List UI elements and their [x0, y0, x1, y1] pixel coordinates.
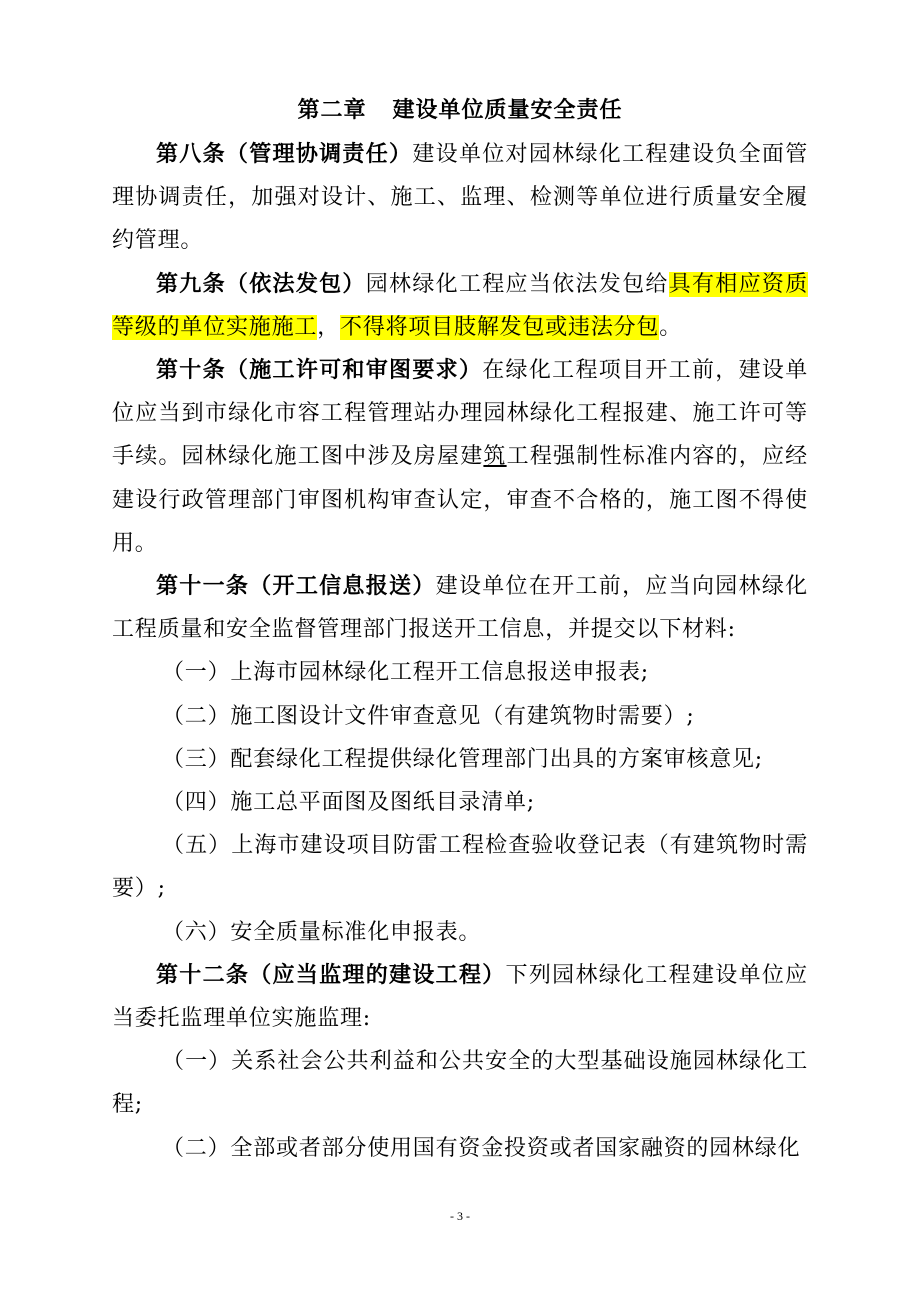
article-10-text-a: 在绿化工程项目开工前，建设单位应当到市绿化市容工程管理站办理园林绿化工程报建、施工许可等手续。园林绿化施工图中涉及房屋建	[112, 358, 808, 470]
article-11-item: （四）施工总平面图及图纸目录清单;	[162, 790, 536, 816]
chapter-title	[112, 90, 808, 130]
article-8-heading: 第八条（管理协调责任）	[156, 141, 413, 167]
article-9-text-a: 园林绿化工程应当依法发包给	[365, 271, 669, 297]
article-11-item: （一）上海市园林绿化工程开工信息报送申报表;	[162, 660, 650, 686]
document-body	[112, 133, 808, 1170]
article-10-underlined: 筑	[483, 444, 507, 470]
article-10	[112, 349, 808, 565]
article-12-item: （一）关系社会公共利益和公共安全的大型基础设施园林绿化工程;	[112, 1049, 808, 1118]
chapter-number: 第二章	[297, 97, 367, 123]
article-9-highlight-a: 具有相应资质等级的单位实施施工	[112, 271, 809, 340]
article-10-heading: 第十条（施工许可和审图要求）	[156, 357, 483, 384]
article-12	[112, 954, 808, 1040]
article-9-heading: 第九条（依法发包）	[156, 270, 366, 297]
article-8	[112, 133, 808, 263]
page-number: - 3 -	[450, 1209, 470, 1223]
article-9-highlight-b: 不得将项目肢解发包或违法分包	[340, 314, 660, 340]
article-9-text-b: ，	[317, 314, 341, 340]
article-10-text-b: 工程强制性标准内容的，应经建设行政管理部门审图机构审查认定，审查不合格的，施工图不得使用。	[112, 444, 808, 556]
article-9-text-c: 。	[659, 314, 683, 340]
article-12-text: 下列园林绿化工程建设单位应当委托监理单位实施监理:	[112, 962, 808, 1032]
chapter-name: 建设单位质量安全责任	[392, 97, 623, 123]
article-12-item: （二）全部或者部分使用国有资金投资或者国家融资的园林绿化	[162, 1135, 801, 1161]
article-12-heading: 第十二条（应当监理的建设工程）	[156, 961, 506, 988]
article-11-item: （五）上海市建设项目防雷工程检查验收登记表（有建筑物时需要）;	[112, 833, 808, 902]
article-11-heading: 第十一条（开工信息报送）	[156, 573, 436, 600]
article-11-item: （二）施工图设计文件审查意见（有建筑物时需要）;	[162, 703, 695, 729]
article-11-text: 建设单位在开工前，应当向园林绿化工程质量和安全监督管理部门报送开工信息，并提交以下材料:	[112, 574, 808, 643]
article-11-item: （三）配套绿化工程提供绿化管理部门出具的方案审核意见;	[162, 746, 764, 772]
article-9	[112, 263, 808, 349]
article-11-item: （六）安全质量标准化申报表。	[162, 919, 482, 945]
article-11	[112, 565, 808, 651]
article-8-text: 建设单位对园林绿化工程建设负全面管理协调责任，加强对设计、施工、监理、检测等单位进行质量安全履约管理。	[112, 142, 808, 254]
